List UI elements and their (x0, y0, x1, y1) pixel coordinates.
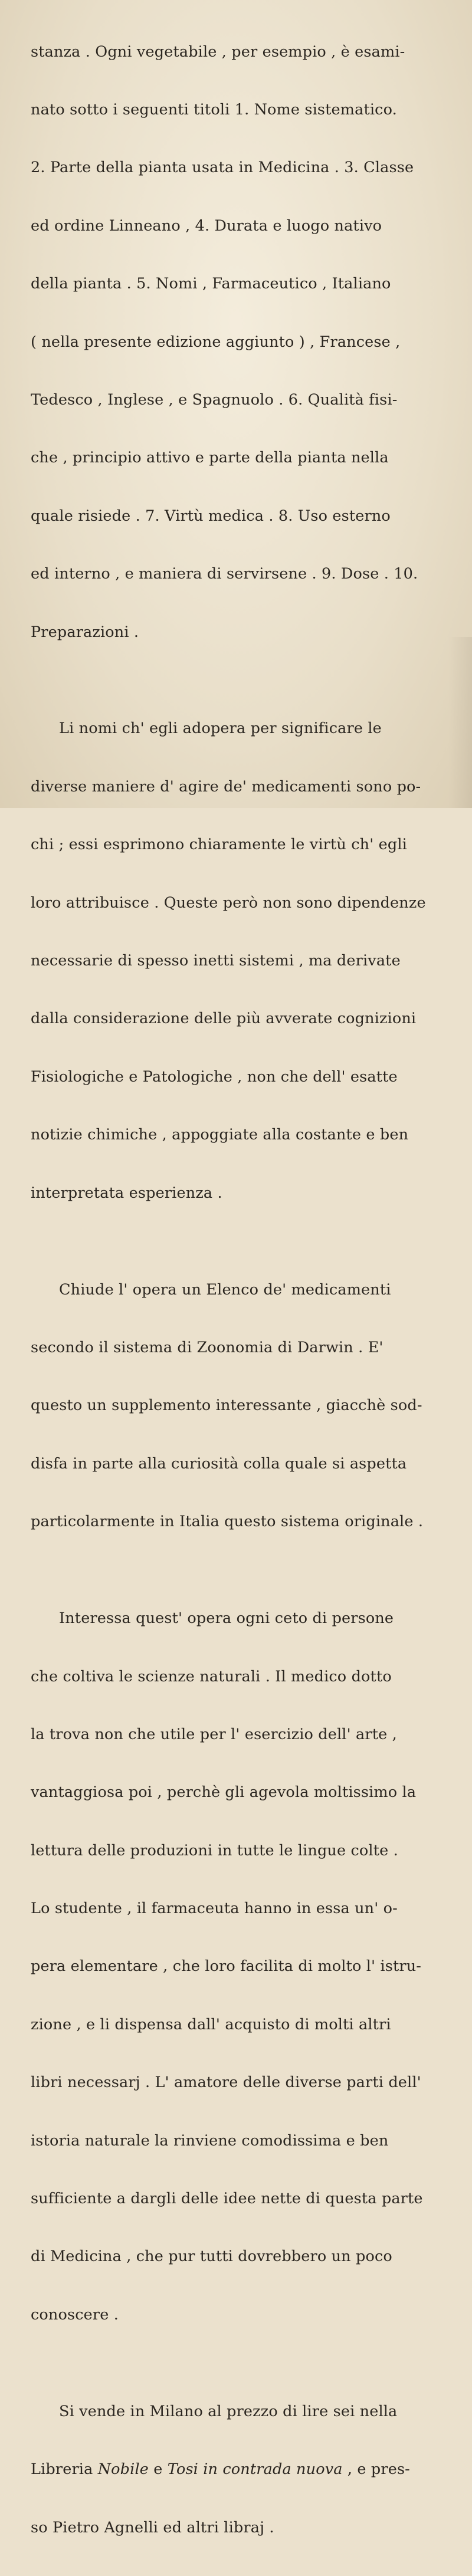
text-line: notizie chimiche , appoggiate alla costante e ben (31, 1126, 409, 1144)
text-line: 2. Parte della pianta usata in Medicina . 3. Classe (31, 159, 414, 177)
page-edge-shadow (448, 637, 472, 808)
text-line: Si vende in Milano al prezzo di lire sei nella (59, 2402, 398, 2420)
text-line: ed interno , e maniera di servirsene . 9. Dose . 10. (31, 565, 418, 583)
paragraph-medicament-names (31, 681, 438, 1241)
text-fragment: , e pres- (342, 2460, 410, 2479)
paragraph-darwin-elenco (31, 1241, 438, 1570)
text-line: Chiude l' opera un Elenco de' medicamenti (59, 1280, 391, 1299)
text-line: libri necessarj . L' amatore delle diverse parti dell' (31, 2074, 421, 2092)
text-line: chi ; essi esprimono chiaramente le virtù ch' egli (31, 836, 407, 854)
text-line: che coltiva le scienze naturali . Il medico dotto (31, 1667, 392, 1685)
text-fragment: Libreria (31, 2460, 98, 2479)
text-line: loro attribuisce . Queste però non sono dipendenze (31, 893, 426, 912)
italic-name-nobile: Nobile (97, 2460, 149, 2479)
paragraph-sale-notice (31, 2363, 438, 2576)
text-line: nato sotto i seguenti titoli 1. Nome sistematico. (31, 100, 397, 119)
text-fragment: e (149, 2460, 168, 2479)
text-line: necessarie di spesso inetti sistemi , ma derivate (31, 952, 401, 970)
text-line: Tedesco , Inglese , e Spagnuolo . 6. Qualità fisi- (31, 390, 398, 409)
italic-name-tosi: Tosi in contrada nuova (167, 2460, 343, 2479)
text-line: della pianta . 5. Nomi , Farmaceutico , Italiano (31, 275, 391, 293)
text-line: Li nomi ch' egli adopera per significare le (59, 719, 382, 738)
text-line: ( nella presente edizione aggiunto ) , Francese , (31, 333, 401, 351)
text-line: stanza . Ogni vegetabile , per esempio , è esami- (31, 42, 405, 61)
page-text-block (31, 4, 438, 2576)
text-line: particolarmente in Italia questo sistema originale . (31, 1513, 424, 1531)
text-line: disfa in parte alla curiosità colla quale si aspetta (31, 1454, 407, 1473)
text-line: zione , e li dispensa dall' acquisto di molti altri (31, 2015, 391, 2033)
text-line: di Medicina , che pur tutti dovrebbero un poco (31, 2248, 392, 2266)
text-line: secondo il sistema di Zoonomia di Darwin . E' (31, 1338, 384, 1356)
text-line: Interessa quest' opera ogni ceto di persone (59, 1609, 394, 1628)
text-line: Fisiologiche e Patologiche , non che dell' esatte (31, 1067, 398, 1086)
text-line: questo un supplemento interessante , giacchè sod- (31, 1397, 422, 1415)
text-line: che , principio attivo e parte della pianta nella (31, 449, 389, 467)
text-line: lettura delle produzioni in tutte le lingue colte . (31, 1841, 398, 1859)
text-line: interpretata esperienza . (31, 1184, 222, 1202)
text-line: pera elementare , che loro facilita di molto l' istru- (31, 1957, 422, 1976)
text-line: Preparazioni . (31, 623, 139, 641)
paragraph-plant-titles (31, 4, 438, 681)
text-line: Lo studente , il farmaceuta hanno in essa un' o- (31, 1900, 398, 1918)
text-line: istoria naturale la rinviene comodissima e ben (31, 2131, 389, 2150)
text-line-bookshop (31, 2460, 438, 2479)
text-line: quale risiede . 7. Virtù medica . 8. Uso esterno (31, 507, 391, 525)
text-line: dalla considerazione delle più avverate cognizioni (31, 1010, 417, 1028)
text-line: la trova non che utile per l' esercizio dell' arte , (31, 1725, 397, 1743)
paragraph-audience (31, 1570, 438, 2364)
text-line: vantaggiosa poi , perchè gli agevola moltissimo la (31, 1783, 417, 1802)
text-line: so Pietro Agnelli ed altri libraj . (31, 2518, 274, 2536)
text-line: diverse maniere d' agire de' medicamenti sono po- (31, 777, 421, 796)
text-line: ed ordine Linneano , 4. Durata e luogo nativo (31, 216, 382, 235)
text-line: conoscere . (31, 2305, 119, 2324)
text-line: sufficiente a dargli delle idee nette di questa parte (31, 2190, 423, 2208)
